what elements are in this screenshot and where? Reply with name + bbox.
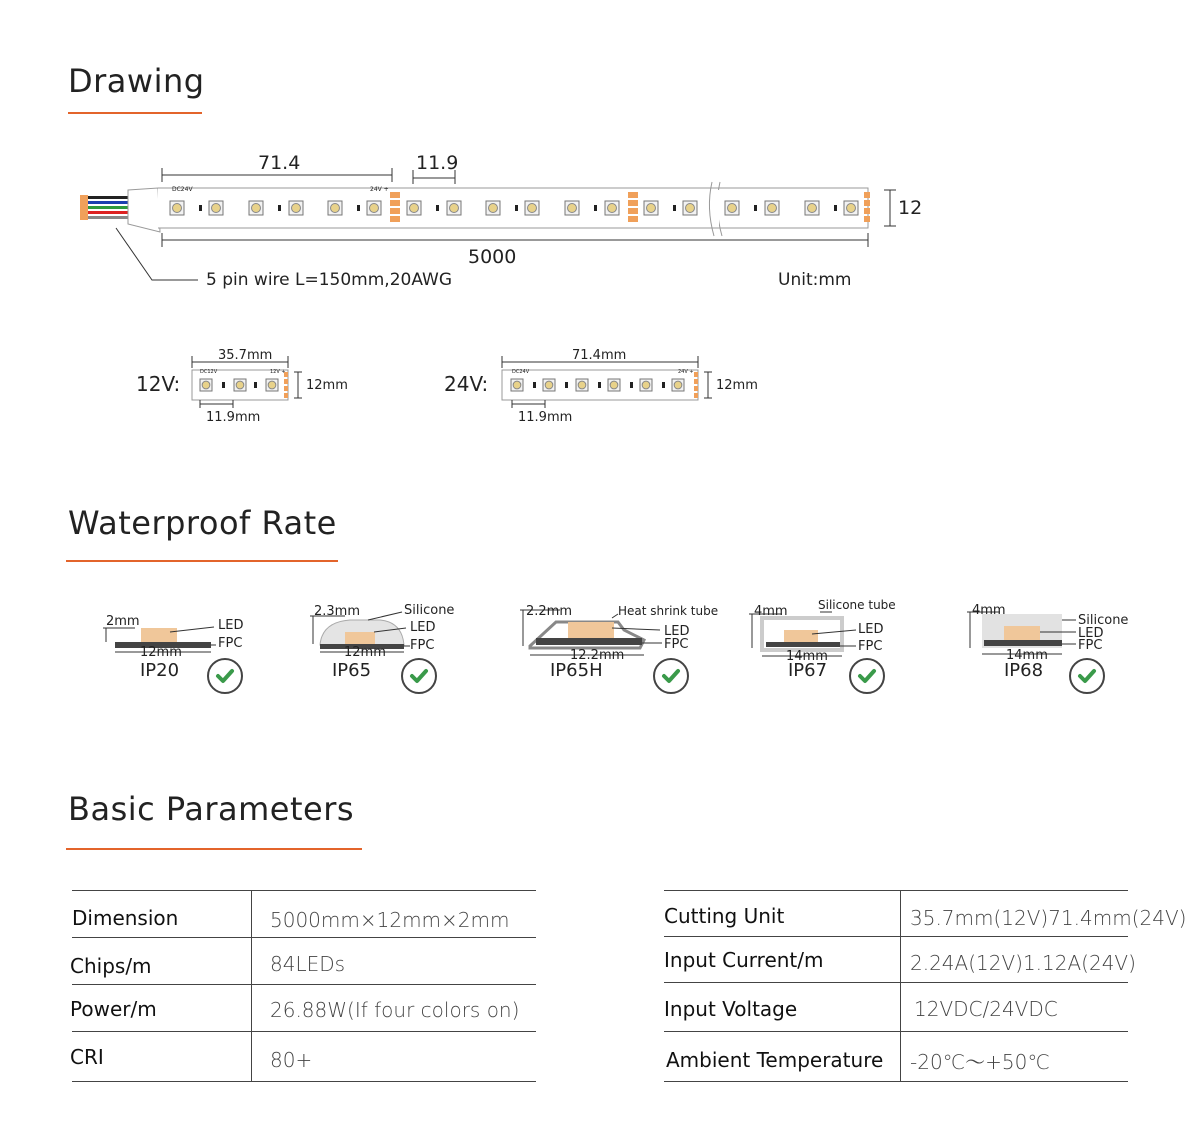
- param-value: 26.88W(If four colors on): [270, 998, 520, 1022]
- ip20-width: 12mm: [140, 645, 182, 660]
- v24-dc-label: DC24V: [512, 369, 530, 375]
- param-value: -20℃～+50℃: [910, 1050, 1050, 1074]
- v24-side-dim: 12mm: [716, 378, 758, 393]
- v24-top-dim: 71.4mm: [572, 348, 627, 363]
- variant-12v-label: 12V:: [136, 372, 181, 396]
- v12-end-label: 12V +: [270, 369, 286, 375]
- ip65h-height: 2.2mm: [526, 604, 573, 619]
- ip67-check-icon: [849, 658, 885, 694]
- param-key: Cutting Unit: [664, 904, 785, 928]
- ip65h-led-label: LED: [664, 624, 690, 639]
- ip20-check-icon: [207, 658, 243, 694]
- param-key: CRI: [70, 1045, 104, 1069]
- ip67-fpc-label: FPC: [858, 639, 883, 654]
- ip67-height: 4mm: [754, 604, 788, 619]
- unit-label: Unit:mm: [778, 270, 852, 290]
- param-key: Input Voltage: [664, 997, 798, 1021]
- ip20-led-label: LED: [218, 618, 244, 633]
- param-key: Dimension: [72, 906, 179, 930]
- ip68-check-icon: [1069, 658, 1105, 694]
- ip65h-tube-label: Heat shrink tube: [618, 604, 719, 618]
- v12-top-dim: 35.7mm: [218, 348, 273, 363]
- param-value: 2.24A(12V)1.12A(24V): [910, 951, 1136, 975]
- drawing-title: Drawing: [68, 62, 205, 100]
- v24-end-label: 24V +: [678, 369, 694, 375]
- dim-5000: 5000: [468, 246, 517, 268]
- ip65-silicone-label: Silicone: [404, 603, 455, 618]
- ip65-led-label: LED: [410, 620, 436, 635]
- ip68-width: 14mm: [1006, 648, 1048, 663]
- ip67-led-label: LED: [858, 622, 884, 637]
- ip68-height: 4mm: [972, 603, 1006, 618]
- ip67-name: IP67: [788, 660, 828, 681]
- v12-bottom-dim: 11.9mm: [206, 410, 261, 425]
- param-value: 12VDC/24VDC: [914, 997, 1058, 1021]
- ip65-width: 12mm: [344, 645, 386, 660]
- ip20-height: 2mm: [106, 614, 140, 629]
- v24-label: 24V +: [370, 186, 389, 193]
- ip20-name: IP20: [140, 660, 180, 681]
- waterproof-title: Waterproof Rate: [68, 504, 337, 542]
- param-key: Input Current/m: [664, 948, 824, 972]
- params-underline: [66, 848, 362, 850]
- ip20-fpc-label: FPC: [218, 636, 243, 651]
- dim-12: 12: [898, 197, 923, 219]
- ip67-width: 14mm: [786, 649, 828, 664]
- param-key: Power/m: [70, 997, 157, 1021]
- v12-side-dim: 12mm: [306, 378, 348, 393]
- ip68-fpc-label: FPC: [1078, 638, 1103, 653]
- ip65h-name: IP65H: [550, 660, 603, 681]
- ip68-led-label: LED: [1078, 626, 1104, 641]
- dim-11-9: 11.9: [416, 152, 459, 174]
- param-value: 80+: [270, 1048, 313, 1072]
- params-title: Basic Parameters: [68, 790, 355, 828]
- dc24v-label: DC24V: [172, 186, 193, 193]
- ip68-name: IP68: [1004, 660, 1044, 681]
- param-key: Ambient Temperature: [666, 1048, 884, 1072]
- v12-dc-label: DC12V: [200, 369, 218, 375]
- param-value: 5000mm×12mm×2mm: [270, 908, 510, 932]
- param-value: 35.7mm(12V)71.4mm(24V): [910, 906, 1187, 930]
- wire-note: 5 pin wire L=150mm,20AWG: [206, 270, 453, 290]
- ip65-check-icon: [401, 658, 437, 694]
- ip68-silicone-label: Silicone: [1078, 613, 1129, 628]
- ip65h-fpc-label: FPC: [664, 637, 689, 652]
- ip65-height: 2.3mm: [314, 604, 361, 619]
- ip65h-width: 12.2mm: [570, 648, 625, 663]
- v24-bottom-dim: 11.9mm: [518, 410, 573, 425]
- param-key: Chips/m: [70, 954, 152, 978]
- ip65h-check-icon: [653, 658, 689, 694]
- dim-71-4: 71.4: [258, 152, 301, 174]
- param-value: 84LEDs: [270, 952, 346, 976]
- ip65-fpc-label: FPC: [410, 638, 435, 653]
- ip65-name: IP65: [332, 660, 372, 681]
- variant-24v-label: 24V:: [444, 372, 489, 396]
- ip67-tube-label: Silicone tube: [818, 598, 896, 612]
